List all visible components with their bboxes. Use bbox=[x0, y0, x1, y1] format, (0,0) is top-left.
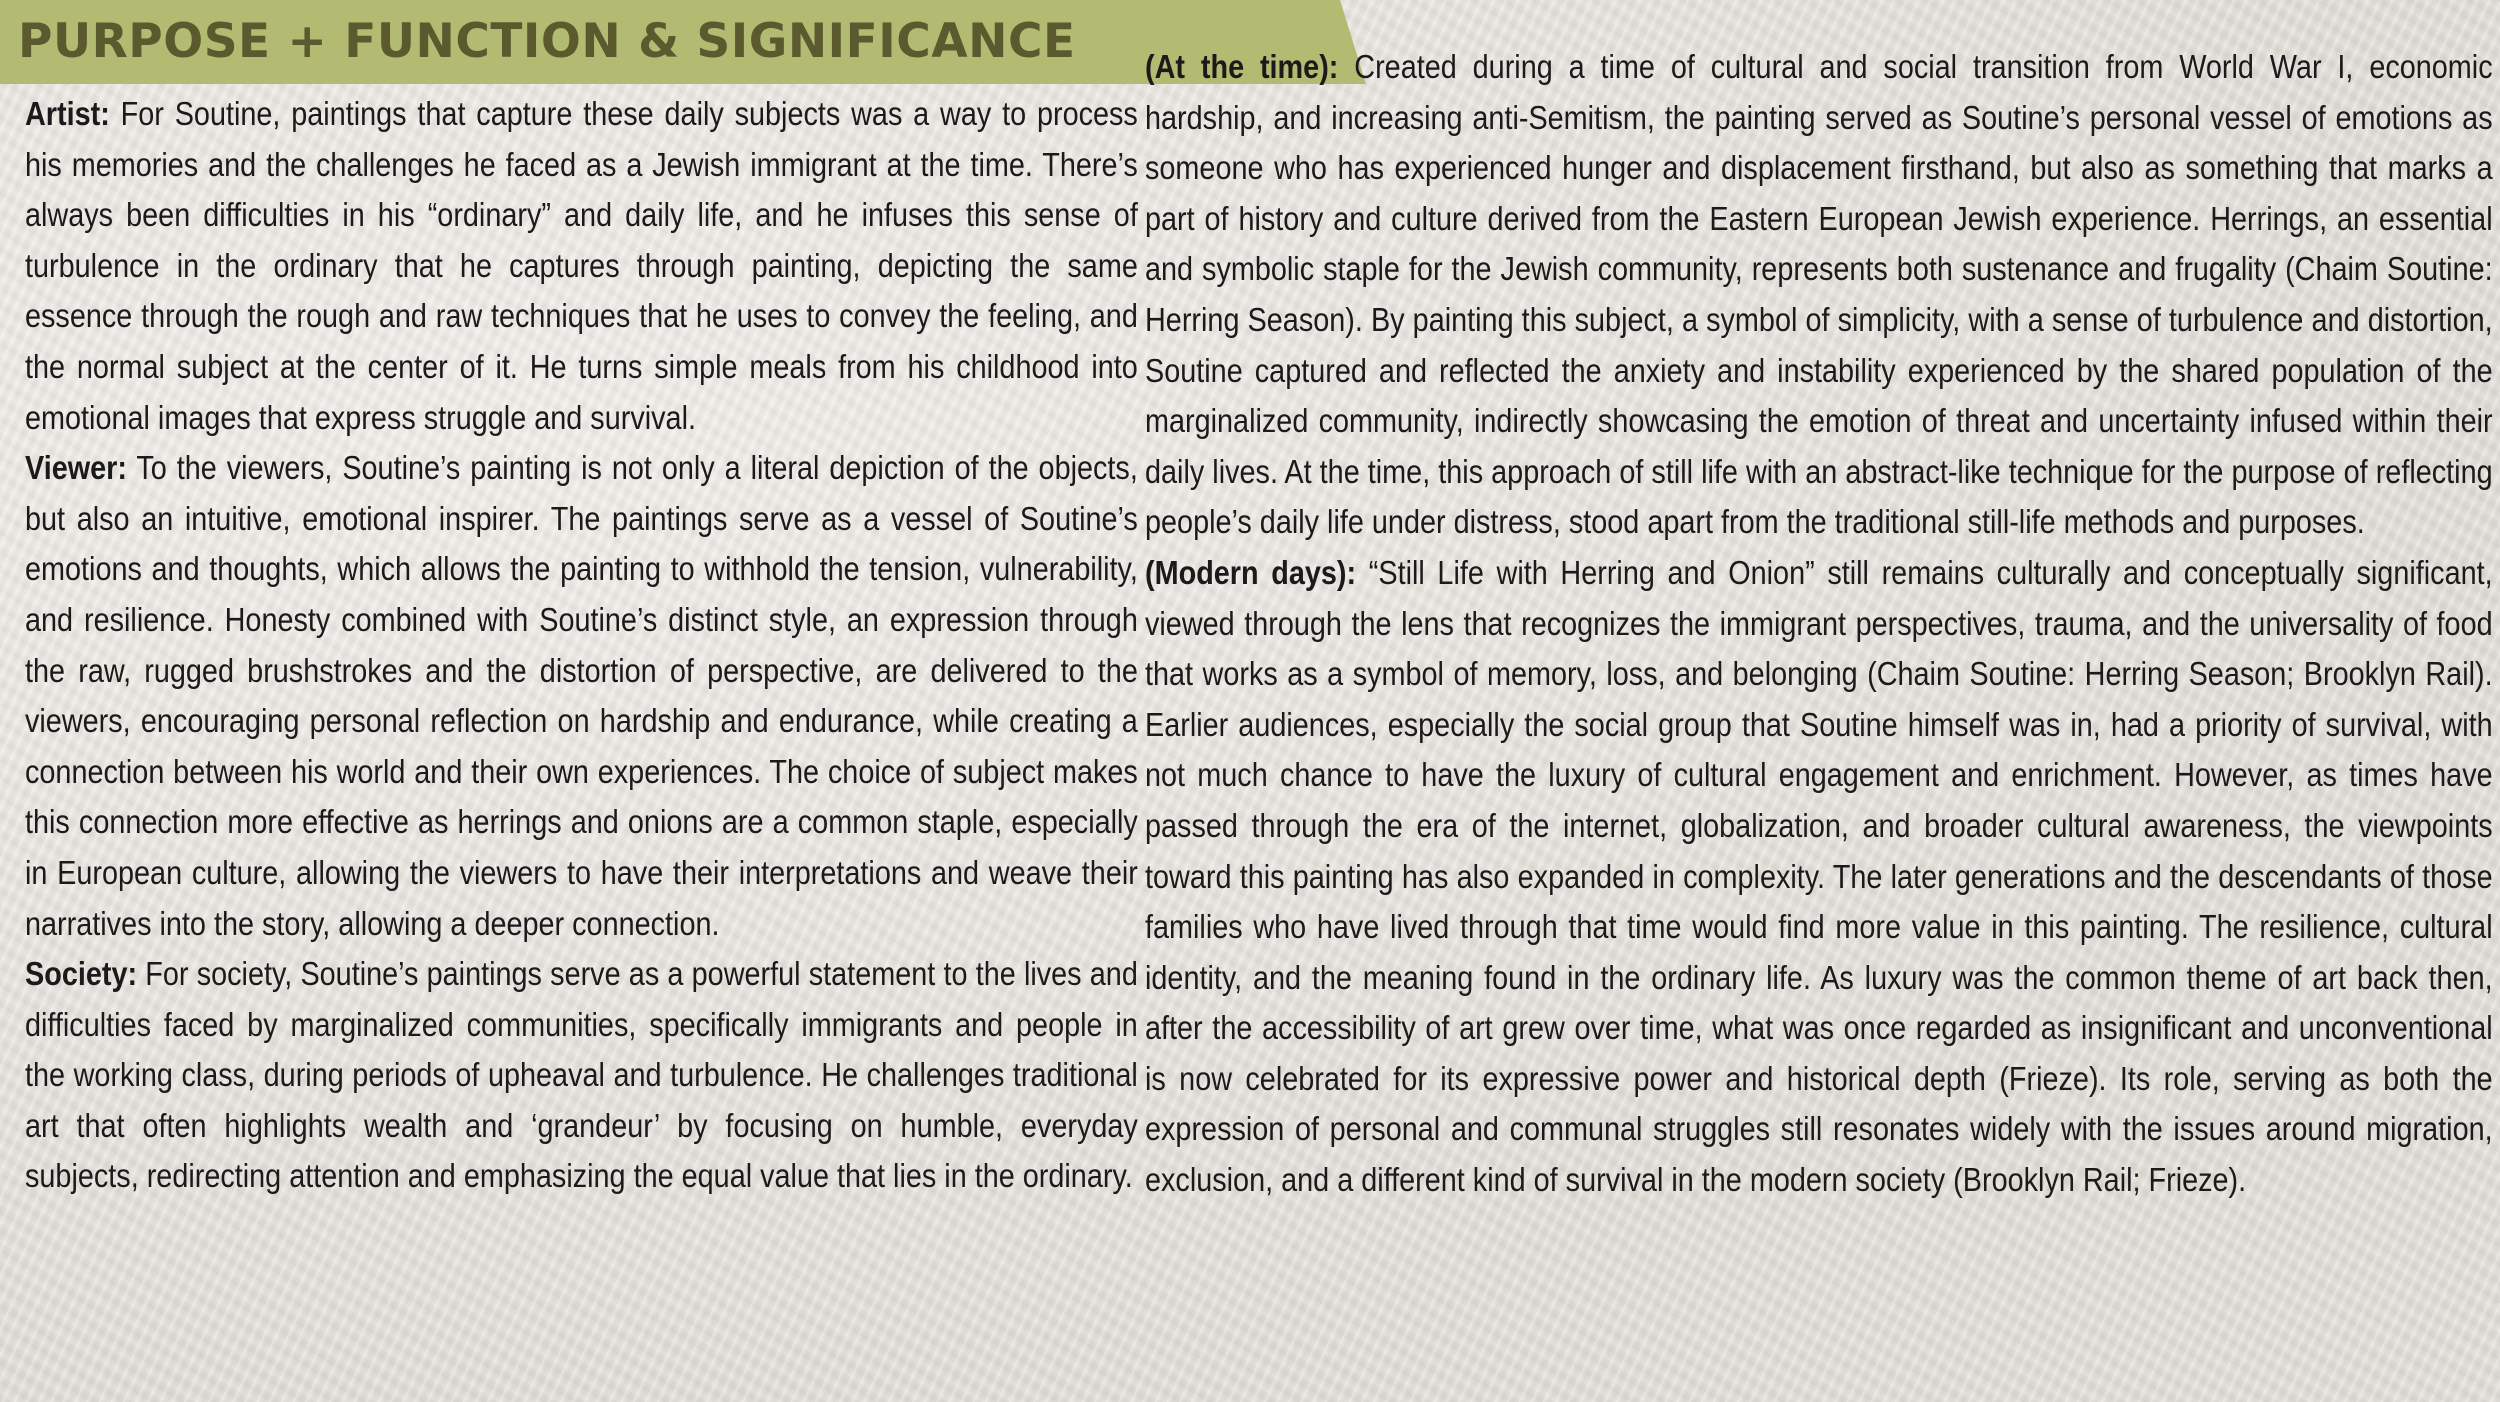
at-the-time-label: (At the time): bbox=[1145, 49, 1339, 86]
page-title: PURPOSE + FUNCTION & SIGNIFICANCE bbox=[18, 14, 1076, 69]
artist-label: Artist: bbox=[25, 96, 110, 133]
left-column bbox=[25, 90, 1138, 1203]
society-paragraph bbox=[25, 950, 1138, 1203]
artist-paragraph bbox=[25, 90, 1138, 444]
viewer-paragraph bbox=[25, 444, 1138, 950]
viewer-text: To the viewers, Soutine’s painting is not only a literal depiction of the objects, but also an intuitive, emotional inspirer. The paintings serve as a vessel of Soutine’s emotions and thoughts, which allows the painting to withhold the tension, vulnerability, and resilience. Honesty combined with Soutine’s distinct style, an expression through the raw, rugged brushstrokes and the distortion of perspective, are delivered to the viewers, encouraging personal reflection on hardship and endurance, while creating a connection between his world and their own experiences. The choice of subject makes this connection more effective as herrings and onions are a common staple, especially in European culture, allowing the viewers to have their interpretations and weave their narratives into the story, allowing a deeper connection. bbox=[25, 450, 1138, 943]
at-the-time-text: Created during a time of cultural and social transition from World War I, economic hardship, and increasing anti-Semitism, the painting served as Soutine’s personal vessel of emotions as someone who has experienced hunger and displacement firsthand, but also as something that marks a part of history and culture derived from the Eastern European Jewish experience. Herrings, an essential and symbolic staple for the Jewish community, represents both sustenance and frugality (Chaim Soutine: Herring Season). By painting this subject, a symbol of simplicity, with a sense of turbulence and distortion, Soutine captured and reflected the anxiety and instability experienced by the shared population of the marginalized community, indirectly showcasing the emotion of threat and uncertainty infused within their daily lives. At the time, this approach of still life with an abstract-like technique for the purpose of reflecting people’s daily life under distress, stood apart from the traditional still-life methods and purposes. bbox=[1145, 49, 2493, 542]
viewer-label: Viewer: bbox=[25, 450, 127, 488]
modern-days-text: “Still Life with Herring and Onion” still remains culturally and conceptually significant, viewed through the lens that recognizes the immigrant perspectives, trauma, and the universality of food that works as a symbol of memory, loss, and belonging (Chaim Soutine: Herring Season; Brooklyn Rail). Earlier audiences, especially the social group that Soutine himself was in, had a priority of survival, with not much chance to have the luxury of cultural engagement and enrichment. However, as times have passed through the era of the internet, globalization, and broader cultural awareness, the viewpoints toward this painting has also expanded in complexity. The later generations and the descendants of those families who have lived through that time would find more value in this painting. The resilience, cultural identity, and the meaning found in the ordinary life. As luxury was the common theme of art back then, after the accessibility of art grew over time, what was once regarded as insignificant and unconventional is now celebrated for its expressive power and historical depth (Frieze). Its role, serving as both the expression of personal and communal struggles still resonates widely with the issues around migration, exclusion, and a different kind of survival in the modern society (Brooklyn Rail; Frieze). bbox=[1145, 554, 2493, 1200]
artist-text: For Soutine, paintings that capture these daily subjects was a way to process his memories and the challenges he faced as a Jewish immigrant at the time. There’s always been difficulties in his “ordinary” and daily life, and he infuses this sense of turbulence in the ordinary that he captures through painting, depicting the same essence through the rough and raw techniques that he uses to convey the feeling, and the normal subject at the center of it. He turns simple meals from his childhood into emotional images that express struggle and survival. bbox=[25, 96, 1138, 437]
right-column bbox=[1145, 43, 2493, 1207]
society-label: Society: bbox=[25, 956, 138, 994]
modern-days-label: (Modern days): bbox=[1145, 554, 1357, 592]
modern-days-paragraph bbox=[1145, 549, 2493, 1207]
society-text: For society, Soutine’s paintings serve as a powerful statement to the lives and difficulties faced by marginalized communities, specifically immigrants and people in the working class, during periods of upheaval and turbulence. He challenges traditional art that often highlights wealth and ‘grandeur’ by focusing on humble, everyday subjects, redirecting attention and emphasizing the equal value that lies in the ordinary. bbox=[25, 956, 1138, 1196]
at-the-time-paragraph bbox=[1145, 43, 2493, 549]
